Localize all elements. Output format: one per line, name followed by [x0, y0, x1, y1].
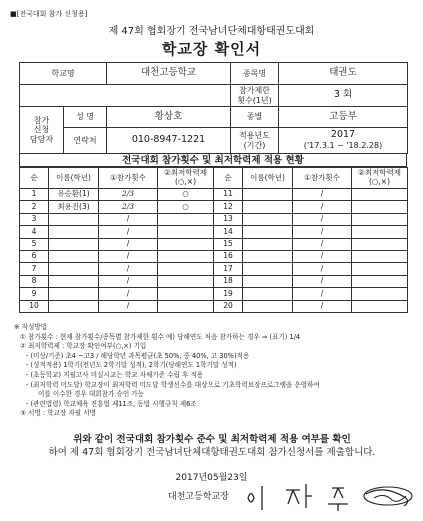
row-minimum	[352, 263, 408, 275]
table-row	[20, 288, 408, 300]
row-name	[243, 250, 293, 262]
row-num: 12	[214, 201, 243, 213]
confirmation-line2: 하여 제 47회 협회장기 전국남녀단체대항태권도대회 참가신청서를 제출합니다.	[48, 447, 376, 458]
row-minimum	[158, 213, 214, 225]
row-minimum	[352, 226, 408, 238]
header-num: 순	[20, 168, 49, 189]
row-count: /	[99, 275, 158, 287]
row-num: 7	[20, 263, 49, 275]
instruction-line: - (성적적용) 1학기(전년도 2학기말 성적), 2학기(당해연도 1학기말 성적)	[26, 361, 237, 370]
handwritten-signature	[240, 478, 415, 514]
row-name	[243, 288, 293, 300]
limit-value: 3 회	[279, 85, 408, 107]
header-minimum	[158, 168, 214, 189]
row-num: 9	[20, 288, 49, 300]
instruction-line: ① 참가횟수 : 현재 참가횟수/종목별 참가제한 횟수 예) 당해연도 처음 참가하는 경우 ⇒ (표기) 1/4	[20, 332, 301, 341]
section-title: 전국대회 참가횟수 및 최저학력제 적용 현황	[19, 153, 407, 167]
limit-label-line1: 참가제한	[239, 86, 270, 96]
table-row	[20, 300, 408, 312]
row-count: /	[293, 226, 352, 238]
row-name	[49, 238, 99, 250]
row-num: 14	[214, 226, 243, 238]
instruction-line: - (미상/기준) 초4 ~고3 / 해당학년 과목평균(초 50%, 중 40%, 고 30%)적용	[26, 351, 250, 360]
header-count: ①참가횟수	[293, 168, 352, 189]
event-value: 태권도	[279, 63, 408, 85]
row-count: /	[293, 213, 352, 225]
confirmation-line1: 위와 같이 전국대회 참가횟수 준수 및 최저학력제 적용 여부를 확인	[73, 434, 351, 445]
row-minimum	[352, 189, 408, 201]
row-minimum: ○	[158, 201, 214, 213]
row-count: /	[99, 263, 158, 275]
manager-label-line2: 신청	[33, 125, 50, 135]
year-period: ('17.3.1 ~ '18.2.28)	[303, 141, 383, 151]
category-value: 고등부	[279, 107, 408, 128]
row-num: 4	[20, 226, 49, 238]
table-row	[20, 226, 408, 238]
row-name	[243, 213, 293, 225]
row-name	[49, 300, 99, 312]
row-count: /	[293, 201, 352, 213]
row-minimum	[352, 300, 408, 312]
row-name	[243, 263, 293, 275]
row-count: /	[99, 288, 158, 300]
school-value-cont	[20, 85, 231, 107]
row-num: 2	[20, 201, 49, 213]
header-minimum-line2: (○,×)	[368, 177, 391, 186]
participation-table	[19, 167, 408, 313]
row-count: /	[99, 300, 158, 312]
row-count: /	[293, 238, 352, 250]
row-count: 2/3	[99, 201, 158, 213]
header-minimum-line1: ②최저학력제	[164, 168, 207, 178]
row-minimum	[158, 250, 214, 262]
row-minimum	[352, 250, 408, 262]
confirmation-statement	[14, 433, 410, 459]
row-num: 1	[20, 189, 49, 201]
competition-title: 제 47회 협회장기 전국남녀단체대항태권도대회	[108, 26, 315, 37]
category-label: 종별	[231, 107, 279, 128]
form-type-tag: ■[전국대회 참가 신청용]	[10, 10, 88, 18]
header-minimum-line1: ②최저학력제	[358, 168, 401, 178]
limit-label-line2: 횟수(1년)	[237, 95, 272, 105]
row-count: /	[293, 250, 352, 262]
year-label-line2: (기간)	[243, 140, 266, 150]
info-table	[19, 62, 408, 154]
table-row	[20, 238, 408, 250]
contact-value: 010-8947-1221	[107, 128, 231, 154]
row-name	[49, 263, 99, 275]
manager-label-line1: 참가	[33, 116, 50, 126]
row-name	[49, 288, 99, 300]
table-row	[20, 201, 408, 213]
row-minimum	[352, 275, 408, 287]
row-num: 11	[214, 189, 243, 201]
row-num: 10	[20, 300, 49, 312]
row-minimum	[352, 201, 408, 213]
row-name: 유승환(1)	[49, 189, 99, 201]
row-count: /	[293, 263, 352, 275]
row-name	[243, 201, 293, 213]
submission-date: 2017년05월23일	[175, 473, 248, 483]
year-label	[231, 128, 279, 154]
row-num: 3	[20, 213, 49, 225]
row-count: /	[99, 250, 158, 262]
year-label-line1: 적용년도	[239, 131, 270, 141]
header-count: ①참가횟수	[99, 168, 158, 189]
year-value-main: 2017	[330, 129, 356, 141]
header-name: 이름(학년)	[49, 168, 99, 189]
row-name	[243, 275, 293, 287]
row-minimum	[352, 213, 408, 225]
instruction-line: - (관련법령) 학교체육 진흥법 제11조, 동법 시행규칙 제6조	[26, 399, 197, 408]
row-num: 20	[214, 300, 243, 312]
header-minimum	[352, 168, 408, 189]
row-name: 최용진(3)	[49, 201, 99, 213]
row-num: 16	[214, 250, 243, 262]
row-num: 19	[214, 288, 243, 300]
instruction-line: - (최저학력 미도달) 학교장이 최저학력 미도달 학생선수를 대상으로 기초학력보장프로그램을 운영하여	[26, 380, 320, 389]
manager-label	[20, 107, 64, 154]
table-row	[20, 189, 408, 201]
row-count: /	[99, 213, 158, 225]
row-num: 18	[214, 275, 243, 287]
row-name	[243, 300, 293, 312]
row-count: 2/3	[99, 189, 158, 201]
table-row	[20, 213, 408, 225]
row-num: 15	[214, 238, 243, 250]
manager-label-line3: 담당자	[29, 134, 54, 144]
row-minimum	[158, 263, 214, 275]
name-value: 황상호	[107, 107, 231, 128]
document-title: 학교장 확인서	[161, 40, 262, 58]
table-row	[20, 250, 408, 262]
row-count: /	[293, 275, 352, 287]
table-row	[20, 275, 408, 287]
row-minimum	[352, 238, 408, 250]
row-name	[49, 226, 99, 238]
row-name	[243, 238, 293, 250]
event-label: 종목명	[231, 63, 279, 85]
row-minimum: ○	[158, 189, 214, 201]
row-name	[243, 189, 293, 201]
school-label: 학교명	[20, 63, 107, 85]
name-label: 성 명	[64, 107, 107, 128]
row-count: /	[99, 238, 158, 250]
header-minimum-line2: (○,×)	[174, 177, 197, 186]
row-count: /	[293, 288, 352, 300]
header-name: 이름(학년)	[243, 168, 293, 189]
row-num: 6	[20, 250, 49, 262]
row-count: /	[293, 189, 352, 201]
row-minimum	[158, 300, 214, 312]
row-num: 13	[214, 213, 243, 225]
limit-label	[231, 85, 279, 107]
instruction-line: - (초등학교) 지필고사 미실시교는 학교 자체기준 수립 후 적용	[26, 370, 204, 379]
row-minimum	[158, 288, 214, 300]
row-count: /	[99, 226, 158, 238]
instruction-line: ② 최저학력제 : 학교장 확인여부(○,×) 기입	[20, 342, 147, 351]
table-row	[20, 263, 408, 275]
year-value	[279, 128, 408, 154]
row-num: 8	[20, 275, 49, 287]
row-name	[243, 226, 293, 238]
row-count: /	[293, 300, 352, 312]
school-value: 대천고등학교	[107, 63, 231, 85]
contact-label: 연락처	[64, 128, 107, 154]
row-minimum	[158, 226, 214, 238]
row-name	[49, 213, 99, 225]
row-minimum	[352, 288, 408, 300]
row-name	[49, 275, 99, 287]
signer-title: 대천고등학교장	[168, 492, 229, 502]
header-num: 순	[214, 168, 243, 189]
instructions	[14, 323, 414, 419]
row-num: 5	[20, 238, 49, 250]
row-minimum	[158, 275, 214, 287]
row-num: 17	[214, 263, 243, 275]
instruction-line: ③ 서명 : 학교장 자필 서명	[20, 409, 96, 418]
row-name	[49, 250, 99, 262]
instruction-line: 이를 이수한 경우 대회참가 승인 가능	[38, 390, 145, 399]
row-minimum	[158, 238, 214, 250]
instruction-line: ※ 작성방법	[14, 323, 48, 331]
